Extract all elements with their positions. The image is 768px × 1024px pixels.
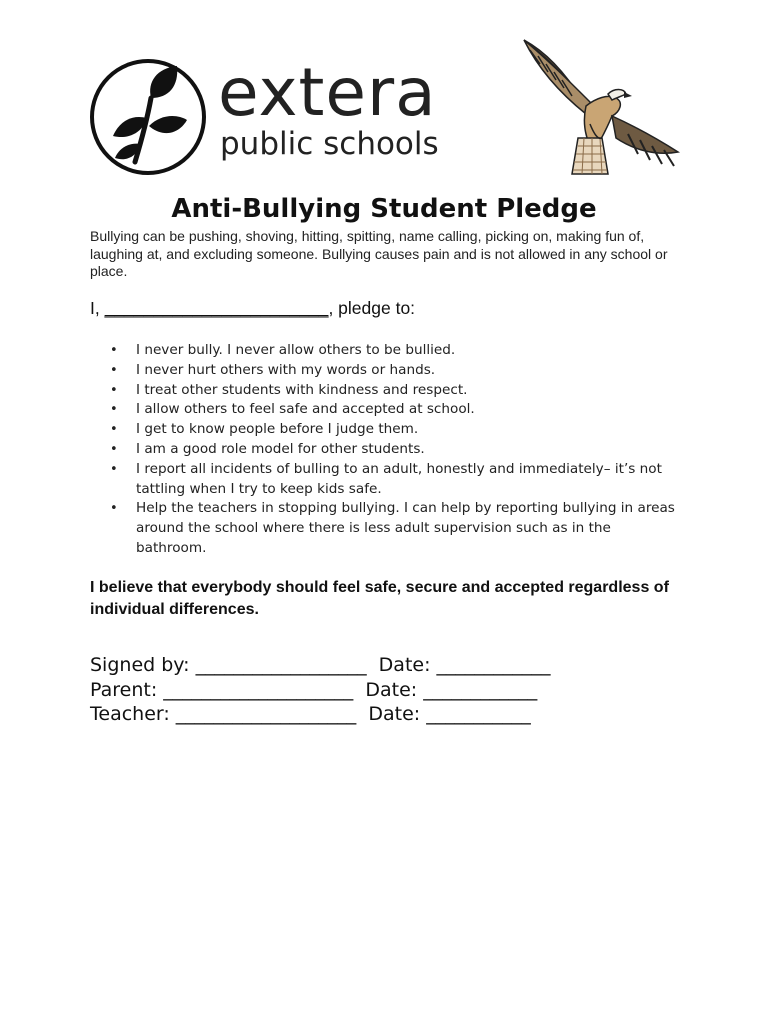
pledge-name-line: [90, 297, 690, 319]
pledge-item: [90, 420, 680, 440]
intro-paragraph: Bullying can be pushing, shoving, hitting, spitting, name calling, picking on, making fun of, laughing at, and excluding someone. Bullying causes pain and is not allowed in any school or place.: [90, 228, 668, 279]
bullet-icon: •: [110, 461, 118, 477]
bullet-icon: •: [110, 422, 118, 438]
bullet-icon: •: [110, 441, 118, 457]
brand-name: extera: [218, 54, 437, 131]
pledge-suffix: , pledge to:: [328, 298, 416, 318]
pledge-item: [90, 499, 680, 558]
pledge-item: [90, 381, 680, 401]
document-title: Anti-Bullying Student Pledge: [171, 194, 597, 224]
bullet-icon: •: [110, 402, 118, 418]
pledge-item: [90, 400, 680, 420]
pledge-item-text: I never hurt others with my words or hands.: [136, 361, 436, 378]
signed-by-line: Signed by: __________________ Date: ____________: [90, 654, 551, 676]
pledge-item-text: I allow others to feel safe and accepted at school.: [136, 401, 475, 418]
pledge-item-text: I get to know people before I judge them.: [136, 421, 419, 438]
pledge-list: [90, 341, 680, 559]
pledge-item-text: I am a good role model for other students.: [136, 440, 425, 457]
bullet-icon: •: [110, 343, 118, 358]
signature-block: [90, 653, 690, 727]
pledge-item: [90, 440, 680, 460]
pledge-item: [90, 361, 680, 381]
pledge-item-text: Help the teachers in stopping bullying. I can help by reporting bullying in areas around the school where there is less adult supervision such as in the bathroom.: [136, 500, 675, 556]
bullet-icon: •: [110, 382, 118, 398]
pledge-item-text: I report all incidents of bulling to an adult, honestly and immediately– it’s not tattling when I try to keep kids safe.: [136, 460, 662, 497]
pledge-item: [90, 341, 680, 361]
teacher-signature-line: Teacher: ___________________ Date: ___________: [90, 703, 531, 725]
hawk-mascot-image: [516, 34, 682, 176]
pledge-item-text: I treat other students with kindness and respect.: [136, 381, 468, 398]
parent-signature-line: Parent: ____________________ Date: ____________: [90, 678, 538, 701]
pledge-prefix: I,: [90, 298, 105, 318]
bullet-icon: •: [110, 501, 118, 517]
brand-subtitle: public schools: [220, 126, 439, 162]
pledge-item: [90, 460, 680, 500]
bullet-icon: •: [110, 362, 118, 378]
pledge-item-text: I never bully. I never allow others to be bullied.: [136, 342, 456, 358]
name-blank: _______________________: [104, 298, 329, 318]
extera-leaf-logo: [89, 58, 207, 176]
belief-statement: I believe that everybody should feel safe, secure and accepted regardless of individual differences.: [90, 579, 669, 618]
